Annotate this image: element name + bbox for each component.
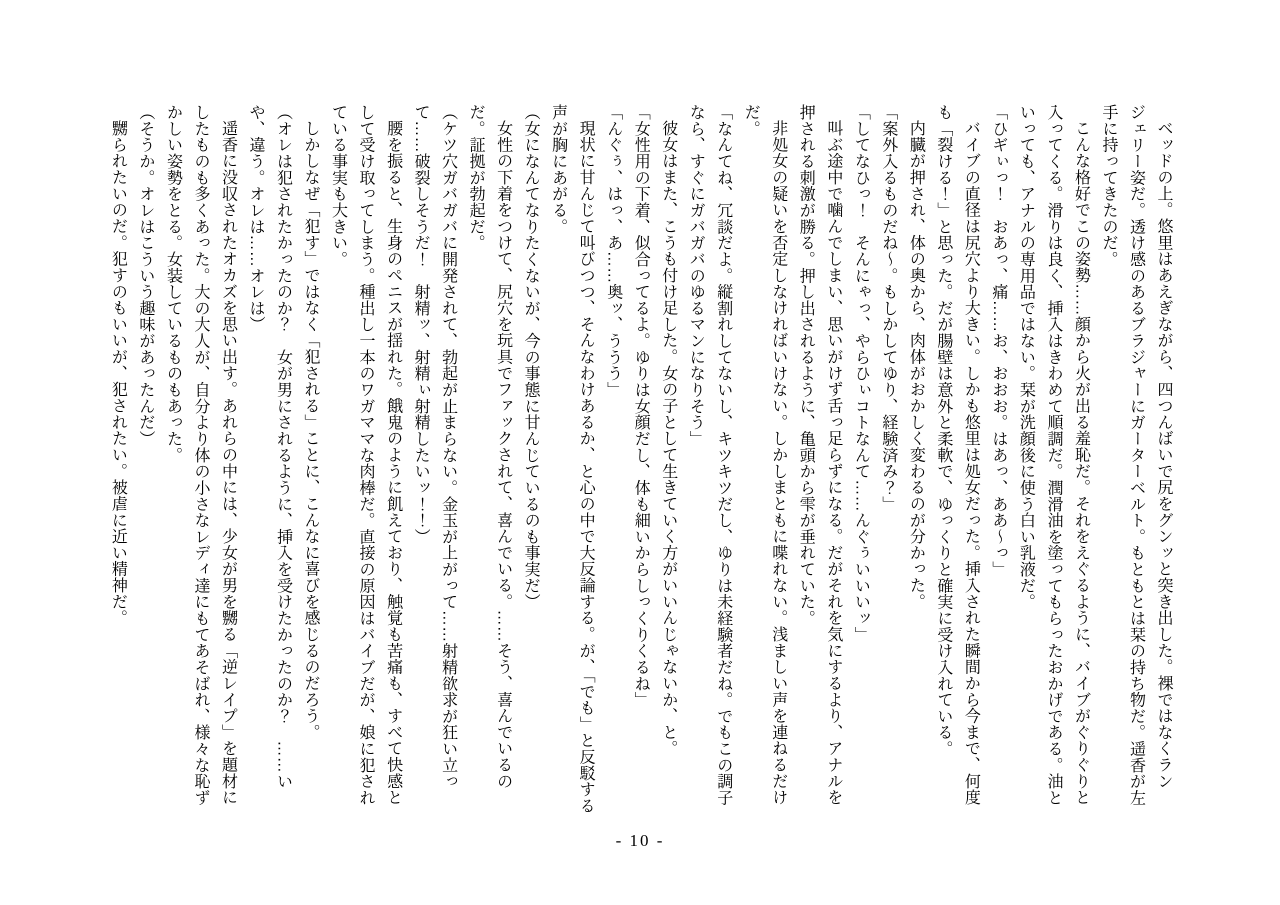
paragraph: （オレは犯されたかったのか？ 女が男にされるように、挿入を受けたかったのか？ ……いや、違う。オレは……オレは）	[246, 104, 292, 790]
paragraph: 「なんてね、冗談だよ。縦割れしてないし、キツキツだし、ゆりは未経験者だね。でもこの調子なら、すぐにガバガバのゆるマンになりそう」	[687, 104, 732, 806]
paragraph: 叫ぶ途中で噛んでしまい、思いがけず舌っ足らずになる。だがそれを気にするより、アナルを押される刺激が勝る。押し出されるように、亀頭から雫が垂れていた。	[797, 104, 842, 806]
paragraph: ベッドの上。悠里はあえぎながら、四つんばいで尻をグンッと突き出した。裸ではなくランジェリー姿だ。透け感のあるブラジャーにガーターベルト。もともとは栞の持ち物だ。遥香が左手に持ってきたのだ。	[1099, 104, 1172, 806]
paragraph: 「案外入るものだね～。もしかしてゆり、経験済み？」	[879, 104, 897, 512]
paragraph: こんな格好でこの姿勢……顔から火が出る羞恥だ。それをえぐるように、バイブがぐりぐりと入ってくる。滑りは良く、挿入はきわめて順調だ。潤滑油を塗ってもらったおかげである。油といっても、アナルの専用品ではない。栞が洗顔後に使う白い乳液だ。	[1017, 104, 1090, 806]
paragraph: （そうか。オレはこういう趣味があったんだ）	[136, 104, 154, 447]
paragraph: （女になんてなりたくないが、今の事態に甘んじているのも事実だ）	[522, 104, 540, 610]
paragraph: 嬲られたいのだ。犯すのもいいが、犯されたい。被虐に近い精神だ。	[109, 120, 127, 626]
paragraph: 非処女の疑いを否定しなければいけない。しかしまともに喋れない。浅ましい声を連ねるだけだ。	[742, 104, 787, 806]
paragraph: 内臓が押され、体の奥から、肉体がおかしく変わるのが分かった。	[907, 120, 925, 610]
paragraph: 「んぐぅ、はっ、あ……奥ッ、ううう」	[604, 104, 622, 398]
paragraph: しかしなぜ「犯す」ではなく「犯される」ことに、こんなに喜びを感じるのだろう。	[302, 120, 320, 741]
paragraph: 女性の下着をつけて、尻穴を玩具でファックされて、喜んでいる。……そう、喜んでいるのだ。証拠が勃起だ。	[467, 104, 512, 790]
paragraph: 彼女はまた、こうも付け足した。女の子として生きていく方がいいんじゃないか、と。	[659, 120, 677, 757]
paragraph: 「ひギぃっ！ おあっ、痛……お、おおお。はあっ、ああ～っ」	[989, 104, 1007, 578]
page-number: - 10 -	[615, 831, 665, 850]
paragraph: バイブの直径は尻穴より大きい。しかも悠里は処女だった。挿入された瞬間から今まで、何度も「裂ける！」と思った。だが腸壁は意外と柔軟で、ゆっくりと確実に受け入れている。	[934, 104, 980, 806]
paragraph: 「女性用の下着、似合ってるよ。ゆりは女顔だし、体も細いからしっくりくるね」	[632, 104, 650, 708]
paragraph: （ケツ穴ガバガバに開発されて、勃起が止まらない。金玉が上がって……射精欲求が狂い立って……破裂しそうだ！ 射精ッ、射精ぃ射精したいッ！！）	[412, 104, 457, 790]
paragraph: 腰を振ると、生身のペニスが揺れた。餓鬼のように飢えており、触覚も苦痛も、すべて快感として受け取ってしまう。種出し一本のワガママな肉棒だ。直接の原因はバイブだが、娘に犯されている事実も大きい。	[329, 104, 402, 806]
paragraph: 遥香に没収されたオカズを思い出す。あれらの中には、少女が男を嬲る「逆レイプ」を題材にしたものも多くあった。大の大人が、自分より体の小さなレディ達にもてあそばれ、様々な恥ずかしい姿勢をとる。女装しているものもあった。	[164, 104, 237, 806]
paragraph: 現状に甘んじて叫びつつ、そんなわけあるか、と心の中で大反論する。が、「でも」と反駁する声が胸にあがる。	[549, 104, 595, 814]
paragraph: 「してなひっ！ そんにゃっ、やらひぃコトなんて……んぐぅいいいッ」	[852, 104, 870, 643]
body-text-vertical	[104, 104, 1177, 820]
